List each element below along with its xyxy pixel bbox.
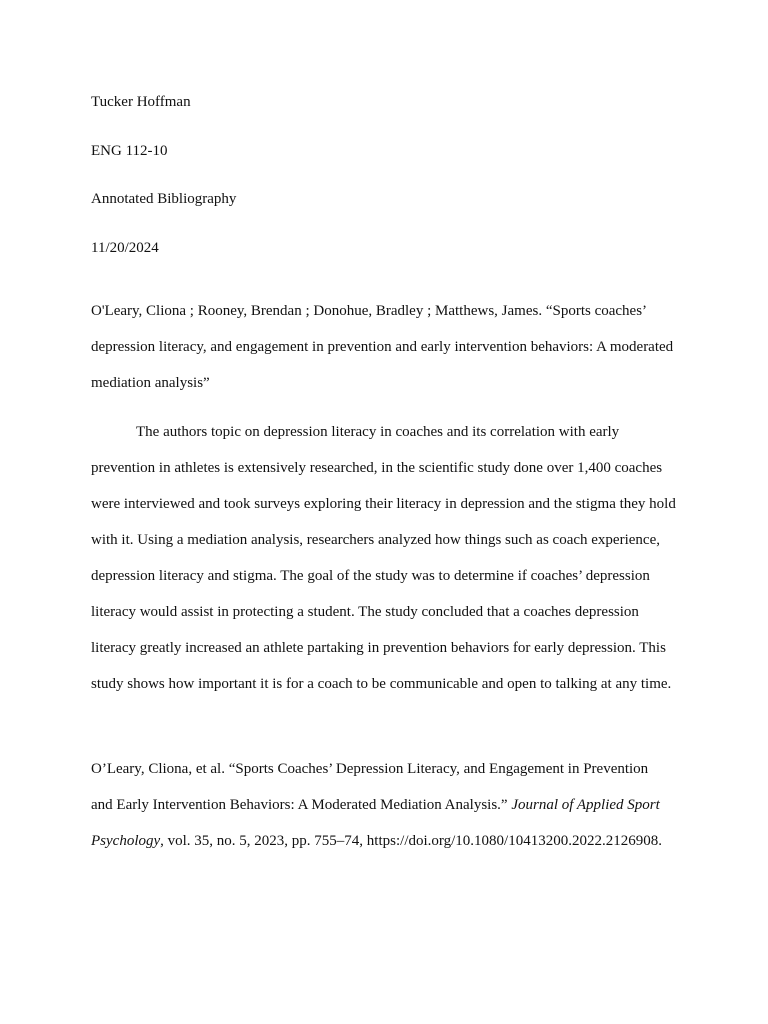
mla-text: , vol. 35, no. 5, 2023, pp. 755–74, https://doi.org/10.1080/10413200.2022.2126908. bbox=[160, 833, 662, 849]
source-line: O'Leary, Cliona ; Rooney, Brendan ; Donohue, Bradley ; Matthews, James. “Sports coaches’ bbox=[91, 303, 648, 319]
mla-line bbox=[91, 823, 691, 859]
mla-line bbox=[91, 787, 691, 823]
course-code: ENG 112-10 bbox=[91, 142, 168, 159]
journal-title: Journal of Applied Sport bbox=[511, 797, 660, 813]
annotation-line: literacy greatly increased an athlete partaking in prevention behaviors for early depression. This bbox=[91, 640, 666, 656]
annotation-line: prevention in athletes is extensively researched, in the scientific study done over 1,400 coaches bbox=[91, 460, 663, 476]
annotation-line: were interviewed and took surveys exploring their literacy in depression and the stigma they hold bbox=[91, 496, 676, 512]
assignment-title: Annotated Bibliography bbox=[91, 191, 237, 207]
mla-citation bbox=[91, 751, 691, 859]
annotation-paragraph bbox=[91, 414, 691, 702]
document-date: 11/20/2024 bbox=[91, 239, 159, 256]
mla-line: O’Leary, Cliona, et al. “Sports Coaches’ Depression Literacy, and Engagement in Prevention bbox=[91, 761, 649, 777]
journal-title: Psychology bbox=[91, 833, 161, 849]
annotation-line: depression literacy and stigma. The goal of the study was to determine if coaches’ depression bbox=[91, 568, 650, 584]
annotation-line: literacy would assist in protecting a student. The study concluded that a coaches depression bbox=[91, 604, 639, 620]
annotation-line: The authors topic on depression literacy in coaches and its correlation with early bbox=[136, 424, 620, 440]
source-citation bbox=[91, 293, 691, 401]
source-line: depression literacy, and engagement in prevention and early intervention behaviors: A moderated bbox=[91, 339, 674, 355]
source-line: mediation analysis” bbox=[91, 375, 210, 391]
annotation-line: study shows how important it is for a coach to be communicable and open to talking at any time. bbox=[91, 676, 672, 692]
heading-block bbox=[91, 88, 691, 282]
mla-text: and Early Intervention Behaviors: A Moderated Mediation Analysis.” bbox=[91, 797, 512, 813]
author-name: Tucker Hoffman bbox=[91, 94, 191, 110]
document-body bbox=[91, 88, 691, 859]
annotation-line: with it. Using a mediation analysis, researchers analyzed how things such as coach experience, bbox=[91, 532, 660, 548]
